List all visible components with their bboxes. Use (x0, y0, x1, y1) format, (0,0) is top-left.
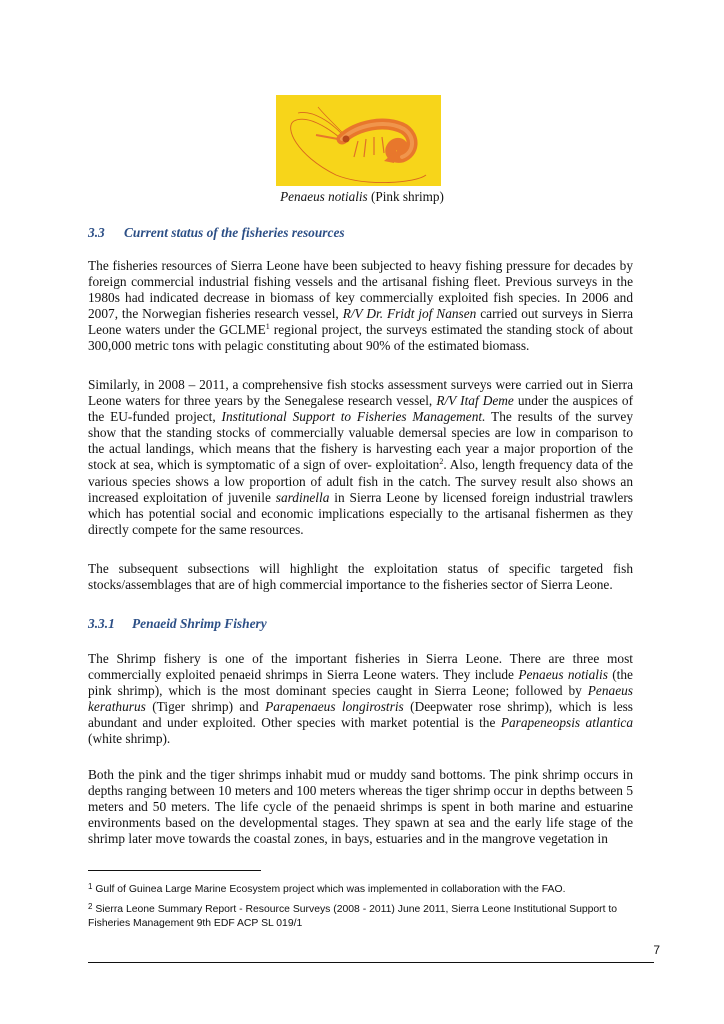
species-name: Penaeus notialis (518, 667, 608, 683)
footer-rule (88, 962, 654, 963)
text-run: Similarly, in 2008 – 2011, a comprehensive fish stocks assessment surveys were carried out in Sierra Leone waters for three years by the Senegalese research vessel, (88, 377, 633, 409)
footnote-ref-2: 2 (439, 457, 444, 467)
text-run: in Sierra Leone by licensed foreign industrial trawlers which has potential social and economic implications especially to the artisanal fishermen as they directly compete for the same resources. (88, 489, 633, 537)
shrimp-illustration (276, 95, 441, 186)
pink-shrimp-photo (276, 95, 441, 186)
footnote-mark: 2 (88, 902, 93, 911)
species-name: Parapenaeus longirostris (265, 699, 404, 715)
species-name: sardinella (275, 489, 330, 505)
paragraph-shrimp-habitat: Both the pink and the tiger shrimps inhabit mud or muddy sand bottoms. The pink shrimp occurs in depths ranging between 10 meters and 100 meters whereas the tiger shrimp occur in depths between 5 meters and 50 meters. The life cycle of the penaeid shrimps is spent in both marine and estuarine environments based on the developmental stages. They spawn at sea and the early life stage of the shrimp later move towards the coastal zones, in bays, estuaries and in the mangrove vegetation in (88, 767, 633, 847)
page-number: 7 (653, 943, 660, 957)
paragraph-shrimp-fishery (88, 651, 633, 748)
text-run: (Deepwater rose shrimp), which is less abundant and under exploited. Other species with market potential is the (88, 699, 634, 731)
section-number: 3.3 (88, 225, 105, 240)
caption-species: Penaeus notialis (280, 189, 368, 204)
figure-caption (0, 189, 724, 205)
text-run: The Shrimp fishery is one of the important fisheries in Sierra Leone. There are three most commercially exploited penaeid shrimps in Sierra Leone waters. They include (88, 651, 633, 683)
paragraph-subsections-intro: The subsequent subsections will highlight the exploitation status of specific targeted fish stocks/assemblages that are of high commercial importance to the fisheries sector of Sierra Leone. (88, 561, 633, 593)
footnote-mark: 1 (88, 882, 93, 891)
text-run: (white shrimp). (88, 731, 171, 747)
footnote-text: Gulf of Guinea Large Marine Ecosystem project which was implemented in collaboration with the FAO. (92, 884, 566, 895)
section-title: Current status of the fisheries resources (124, 225, 345, 240)
species-name: Parapeneopsis atlantica (500, 715, 633, 731)
section-heading-3-3-1 (88, 616, 267, 632)
footnote-text: Sierra Leone Summary Report - Resource Surveys (2008 - 2011) June 2011, Sierra Leone Institutional Support to Fisheries Management 9th EDF ACP SL 019/1 (88, 904, 618, 929)
footnote-1 (88, 880, 648, 897)
footnote-2 (88, 900, 648, 931)
text-run: (the pink shrimp), which is the most dominant species caught in Sierra Leone; followed by (88, 667, 633, 699)
vessel-name: R/V Itaf Deme (436, 393, 514, 409)
section-number: 3.3.1 (88, 616, 115, 631)
text-run: carried out surveys in Sierra Leone waters under the GCLME (88, 306, 633, 338)
project-name: Institutional Support to Fisheries Management. (221, 409, 486, 425)
text-run: The fisheries resources of Sierra Leone have been subjected to heavy fishing pressure for decades by foreign commercial industrial fishing vessels and the artisanal fishing fleet. Previous surveys in the 1980s had indicated decrease in biomass of key commercially exploited fish species. In 2006 and 2007, the Norwegian fisheries research vessel, (88, 258, 633, 322)
text-run: . Also, length frequency data of the various species shows a low proportion of adult fish in the catch. The survey result also shows an increased exploitation of juvenile (88, 457, 633, 505)
paragraph-fisheries-status (88, 258, 633, 355)
text-run: under the auspices of the EU-funded project, (88, 393, 634, 425)
caption-common-name: (Pink shrimp) (370, 189, 444, 204)
footnote-ref-1: 1 (265, 322, 270, 332)
text-run: regional project, the surveys estimated the standing stock of about 300,000 metric tons with pelagic constituting about 90% of the estimated biomass. (88, 322, 633, 354)
text-run: (Tiger shrimp) and (145, 699, 266, 715)
paragraph-stock-assessment (88, 377, 633, 538)
text-run: The results of the survey show that the standing stocks of commercially valuable demersal species are low in comparison to the actual landings, which means that the fishery is harvesting each year a major proportion of the stock at sea, which is symptomatic of a sign of over- exploitation (88, 409, 633, 473)
vessel-name: R/V Dr. Fridt jof Nansen (342, 306, 477, 322)
footnote-separator (88, 870, 261, 871)
section-title: Penaeid Shrimp Fishery (132, 616, 267, 631)
section-heading-3-3 (88, 225, 345, 241)
species-name: Penaeus kerathurus (88, 683, 633, 715)
